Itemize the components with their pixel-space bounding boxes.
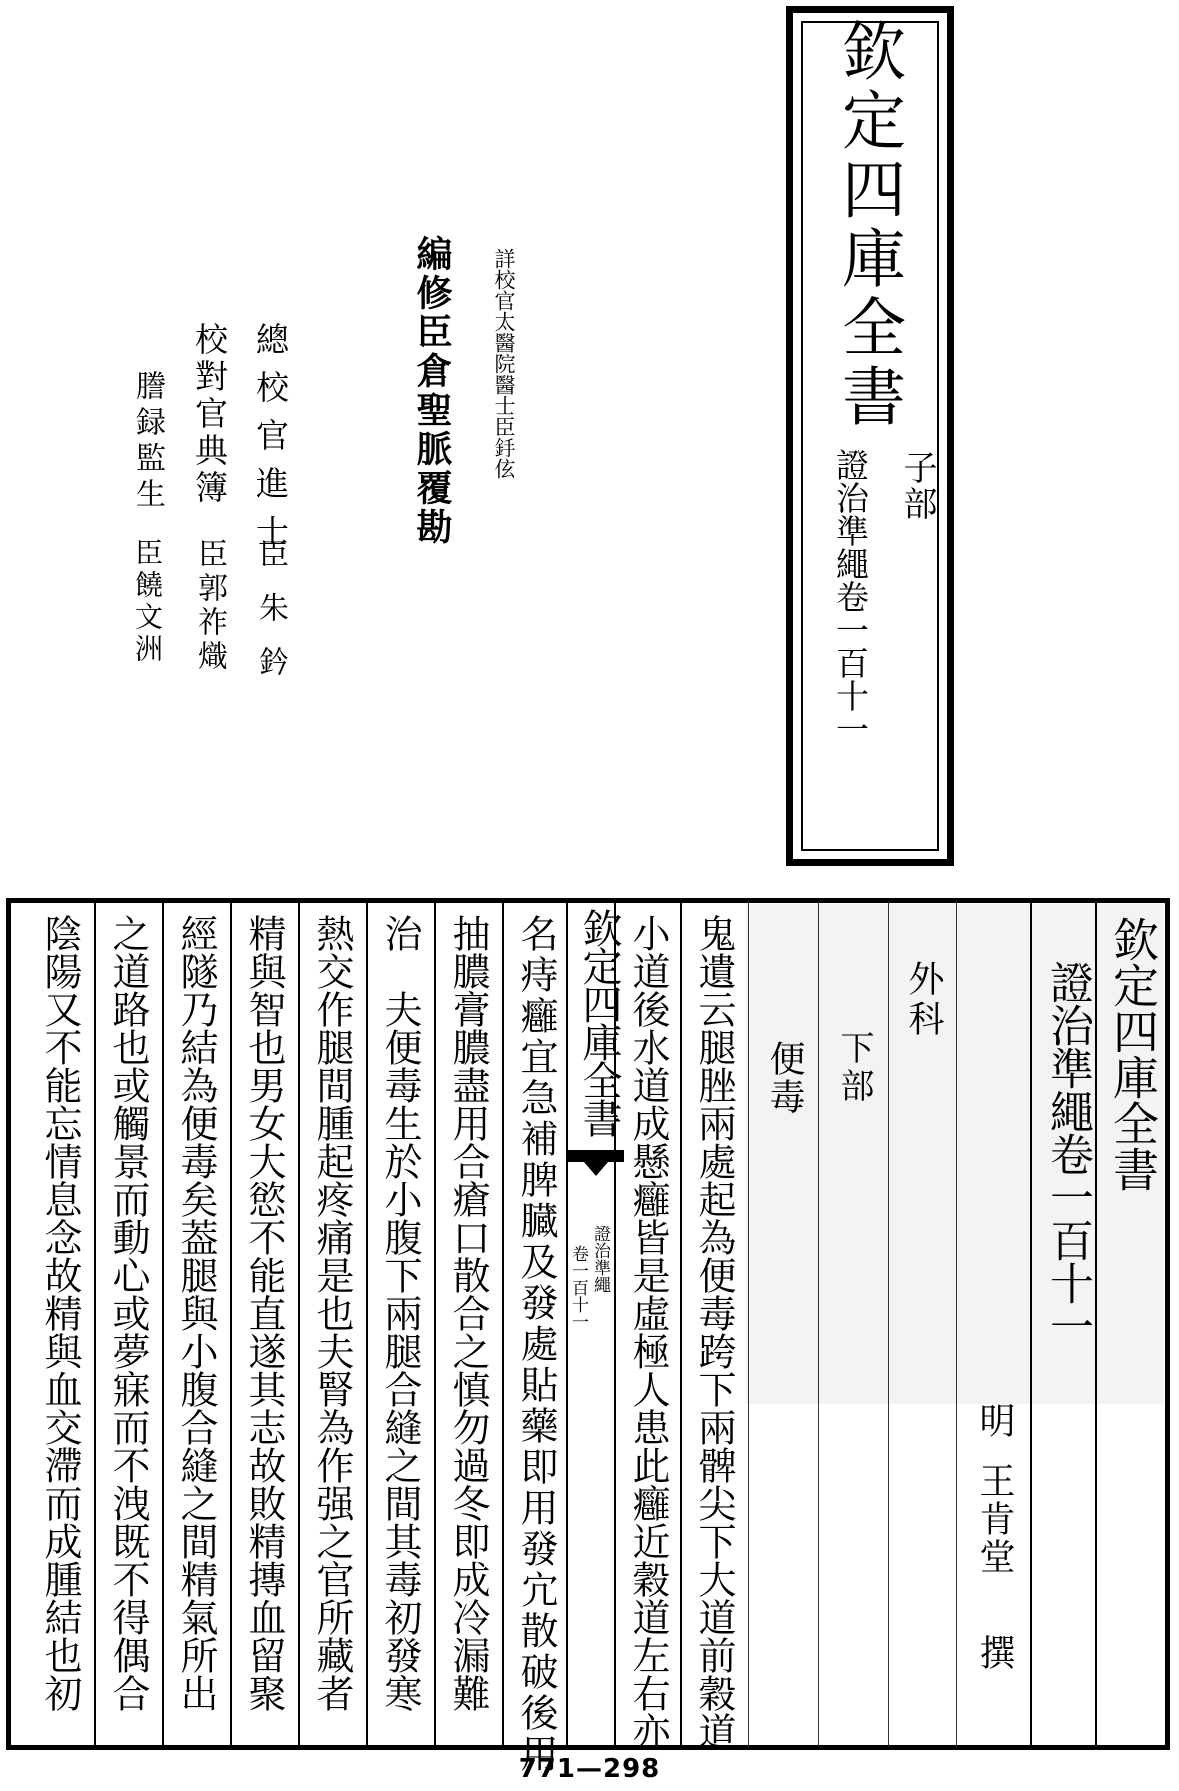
credit-chief-proofreader-title: 總校官進士 bbox=[251, 322, 290, 562]
text-column-1: 鬼遺云腿脞兩處起為便毒跨下兩髀尖下大道前穀道 bbox=[692, 914, 736, 1750]
text-column-10: 陰陽又不能忘情息念故精與血交滯而成腫結也初 bbox=[38, 914, 82, 1712]
column-rule bbox=[1030, 902, 1032, 1746]
text-column-5: 治 夫便毒生於小腹下兩腿合縫之間其毒初發寒 bbox=[378, 914, 422, 1712]
column-rule bbox=[94, 902, 96, 1746]
dynasty-label: 明 bbox=[974, 1402, 1015, 1438]
credit-proofreader-title: 校對官典簿 bbox=[190, 322, 229, 507]
credit-copyist-name: 臣饒文洲 bbox=[131, 538, 164, 666]
column-rule bbox=[366, 902, 368, 1746]
author-name: 王肯堂 bbox=[974, 1462, 1015, 1576]
section-label: 外科 bbox=[903, 960, 944, 1040]
credit-chief-proofreader-name: 臣朱鈐 bbox=[253, 538, 288, 700]
column-rule bbox=[162, 902, 164, 1746]
text-column-4: 抽膿膏膿盡用合瘡口散合之慎勿過冬即成冷漏難 bbox=[446, 914, 490, 1712]
column-rule bbox=[1095, 902, 1097, 1746]
author-suffix: 撰 bbox=[974, 1634, 1015, 1670]
margin-sub: 證治準繩 bbox=[590, 1225, 610, 1293]
column-rule bbox=[434, 902, 436, 1746]
text-column-3: 名痔癰宜急補脾臓及發處貼藥即用發宂散破後用 bbox=[514, 914, 558, 1775]
header-shade bbox=[746, 904, 1164, 1404]
column-rule bbox=[888, 902, 889, 1746]
credit-copyist-title: 謄録監生 bbox=[130, 370, 165, 514]
cover-title: 欽定四庫全書 bbox=[831, 18, 905, 432]
topic-label: 便毒 bbox=[764, 1040, 805, 1116]
text-column-7: 精與智也男女大慾不能直遂其志故敗精摶血留聚 bbox=[242, 914, 286, 1712]
credit-detailed-proofreader: 詳校官太醫院醫士臣𨥋伭 bbox=[492, 248, 516, 479]
margin-title: 欽定四庫全書 bbox=[576, 908, 622, 1136]
page-number: 771—298 bbox=[518, 1754, 661, 1784]
column-rule bbox=[818, 902, 819, 1746]
text-column-2: 小道後水道成懸癰皆是虛極人患此癰近穀道左右亦 bbox=[626, 914, 670, 1750]
column-rule bbox=[680, 902, 682, 1746]
column-rule bbox=[502, 902, 504, 1746]
credit-proofreader-name: 臣郭祚熾 bbox=[192, 538, 227, 674]
fish-tail-notch bbox=[584, 1162, 608, 1176]
credit-compiler: 編修臣倉聖脈覆勘 bbox=[411, 235, 453, 547]
text-column-9: 之道路也或觸景而動心或夢寐而不洩既不得偶合 bbox=[106, 914, 150, 1712]
margin-vol: 卷一百十一 bbox=[568, 1245, 588, 1330]
subsection-label: 下部 bbox=[834, 1030, 874, 1106]
text-column-6: 熱交作腿間腫起疼痛是也夫腎為作强之官所藏者 bbox=[310, 914, 354, 1712]
text-column-8: 經隧乃結為便毒矣葢腿與小腹合縫之間精氣所出 bbox=[174, 914, 218, 1712]
column-rule bbox=[748, 902, 749, 1746]
column-rule bbox=[956, 902, 957, 1746]
page-collection-title: 欽定四庫全書 bbox=[1106, 916, 1160, 1192]
cover-category: 子部 bbox=[897, 450, 937, 522]
page-book-volume: 證治準繩卷一百十一 bbox=[1042, 960, 1093, 1347]
fish-tail-mark bbox=[568, 1150, 624, 1162]
cover-volume: 證治準繩卷一百十一 bbox=[831, 448, 870, 745]
column-rule bbox=[230, 902, 232, 1746]
column-rule bbox=[298, 902, 300, 1746]
